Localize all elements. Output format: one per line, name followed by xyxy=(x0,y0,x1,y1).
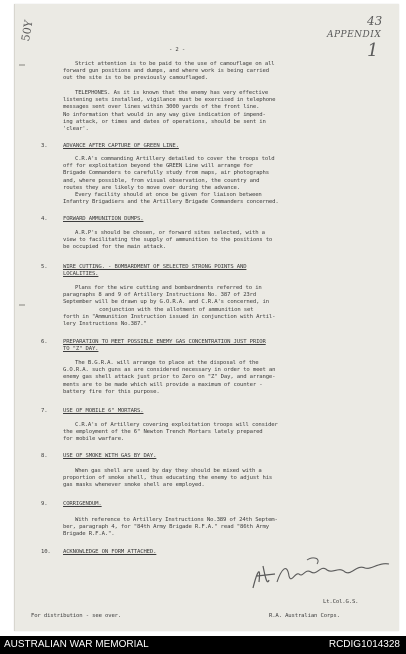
section-body xyxy=(63,468,272,490)
text-line: forward gun positions and dumps, and where work is being carried xyxy=(63,68,269,75)
text-line: paragraphs 8 and 9 of Artillery Instructions No. 387 of 23rd xyxy=(63,292,257,299)
text-line: be occupied for the main attack. xyxy=(63,244,166,251)
text-line: out the site is to be previously camouflaged. xyxy=(63,75,208,82)
text-line: C.R.A's of Artillery covering exploitation troops will consider xyxy=(75,422,278,428)
section-heading: ACKNOWLEDGE ON FORM ATTACHED. xyxy=(63,549,157,555)
text-line: routes they are likely to move over during the advance. xyxy=(63,184,240,191)
text-line: Strict attention is to be paid to the use of camouflage on all xyxy=(75,61,275,67)
section-body xyxy=(63,156,279,206)
page-number: - 2 - xyxy=(169,47,186,53)
binding-mark xyxy=(19,304,25,306)
section-heading xyxy=(63,264,246,278)
text-line: With reference to Artillery Instructions No.389 of 24th Septem- xyxy=(75,517,278,523)
record-id: RCDIG1014328 xyxy=(328,639,400,650)
section-number: 6. xyxy=(41,339,48,345)
text-line: and, where possible, from visual observation, the country and xyxy=(63,177,260,184)
section-number: 4. xyxy=(41,216,48,222)
text-line: G.O.R.A. such guns as are considered necessary in order to meet an xyxy=(63,367,276,374)
section-number: 3. xyxy=(41,143,48,149)
section-body xyxy=(63,517,278,539)
section-body xyxy=(63,285,275,328)
text-line: ments are to be made which will provide a maximum of counter - xyxy=(63,381,263,388)
text-line: ing attack, or times and dates of operations, should be sent in xyxy=(63,118,266,125)
text-line: messages sent over lines within 3000 yards of the front line. xyxy=(63,104,260,111)
section-heading xyxy=(63,339,266,353)
text-line: ber, paragraph 4, for "84th Army Brigade R.F.A." read "86th Army xyxy=(63,524,269,531)
text-line: lery Instructions No.387." xyxy=(63,321,147,328)
handwritten-signature xyxy=(247,552,397,596)
text-line: off for exploitation beyond the GREEN Line will arrange for xyxy=(63,163,253,170)
intro-paragraph xyxy=(63,61,275,83)
text-line: Infantry Brigadiers and the Artillery Brigade Commanders concerned. xyxy=(63,199,279,206)
text-line: for mobile warfare. xyxy=(63,436,125,443)
section-body xyxy=(63,422,278,444)
archive-name: AUSTRALIAN WAR MEMORIAL xyxy=(4,639,149,650)
signatory-unit: R.A. Australian Corps. xyxy=(269,613,340,619)
heading-line: TO "Z" DAY. xyxy=(63,346,99,353)
text-line: The B.G.R.A. will arrange to place at the disposal of the xyxy=(75,360,259,366)
section-number: 9. xyxy=(41,501,48,507)
section-number: 8. xyxy=(41,453,48,459)
text-line: Brigade R.F.A.". xyxy=(63,531,115,538)
section-heading: USE OF MOBILE 6" MORTARS. xyxy=(63,408,144,414)
section-heading: ADVANCE AFTER CAPTURE OF GREEN LINE. xyxy=(63,143,179,149)
text-line: forth in "Ammunition Instruction issued in conjunction with Artil- xyxy=(63,313,276,320)
section-number: 7. xyxy=(41,408,48,414)
archive-footer xyxy=(0,636,406,654)
text-line: TELEPHONES. As it is known that the enemy has very effective xyxy=(75,90,269,96)
section-body xyxy=(63,360,275,396)
text-line: Every facility should at once be given for liaison between xyxy=(75,192,262,199)
section-number: 5. xyxy=(41,264,48,270)
text-line: September will be drawn up by G.O.R.A. and C.R.A's concerned, in xyxy=(63,299,269,306)
binding-mark xyxy=(19,64,25,66)
text-line: proportion of smoke shell, thus educating the enemy to adjust his xyxy=(63,475,273,482)
handwritten-folio-number: 50Y xyxy=(19,19,36,43)
document-page xyxy=(14,4,399,631)
text-line: battery fire for this purpose. xyxy=(63,388,160,395)
text-line: conjunction with the allotment of ammunition set xyxy=(99,306,254,313)
text-line: listening sets installed, vigilance must be exercised in telephone xyxy=(63,97,276,104)
signatory-rank: Lt.Col.G.S. xyxy=(323,599,359,605)
text-line: view to facilitating the supply of ammunition to the positions to xyxy=(63,237,273,244)
appendix-label: APPENDIX xyxy=(327,30,382,40)
heading-line: WIRE CUTTING. - BOMBARDMENT OF SELECTED STRONG POINTS AND xyxy=(63,264,247,270)
section-heading: FORWARD AMMUNITION DUMPS. xyxy=(63,216,144,222)
text-line: enemy gas shell attack just prior to Zero on "Z" Day, and arrange- xyxy=(63,374,276,381)
text-line: When gas shell are used by day they should be mixed with a xyxy=(75,468,262,474)
heading-line: LOCALITIES. xyxy=(63,271,99,278)
section-body xyxy=(63,230,272,252)
text-line: gas masks whenever smoke shell are employed. xyxy=(63,482,205,489)
section-heading: CORRIGENDUM. xyxy=(63,501,102,507)
section-heading: USE OF SMOKE WITH GAS BY DAY. xyxy=(63,453,157,459)
distribution-note: For distribution - see over. xyxy=(31,613,122,619)
text-line: No information that would in any way give indication of impend- xyxy=(63,111,266,118)
heading-line: PREPARATION TO MEET POSSIBLE ENEMY GAS CONCENTRATION JUST PRIOR xyxy=(63,339,266,345)
section-number: 10. xyxy=(41,549,51,555)
text-line: A.R.P's should be chosen, or forward sites selected, with a xyxy=(75,230,265,236)
text-line: Plans for the wire cutting and bombardments referred to in xyxy=(75,285,262,291)
handwritten-page-number: 43 xyxy=(367,14,383,28)
text-line: 'clear'. xyxy=(63,126,89,133)
text-line: C.R.A's commanding Artillery detailed to cover the troops told xyxy=(75,156,275,162)
section-telephones xyxy=(63,90,276,133)
appendix-letter: 1 xyxy=(367,40,379,61)
text-line: the employment of the 6" Newton Trench Mortars lately prepared xyxy=(63,429,263,436)
text-line: Brigade Commanders to carefully study from maps, air photographs xyxy=(63,170,269,177)
